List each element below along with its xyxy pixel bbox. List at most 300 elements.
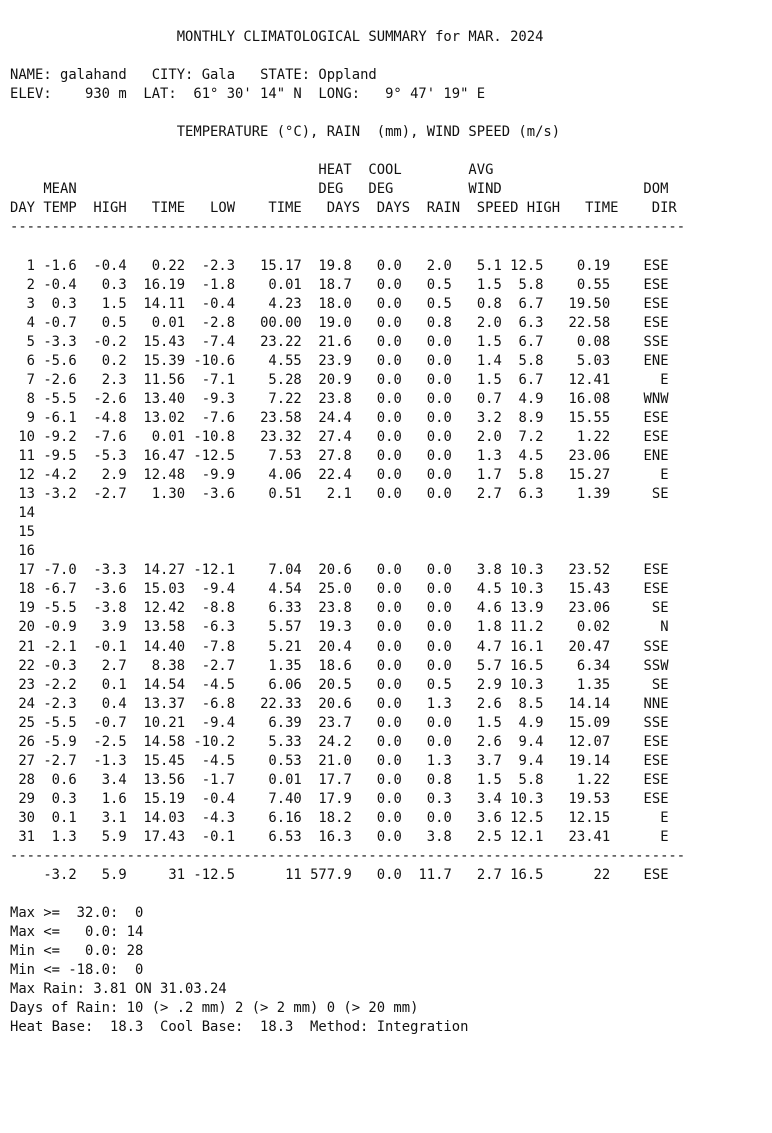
table-cell: 13.9	[501, 600, 544, 617]
table-cell	[452, 505, 502, 521]
table-cell: 15.45	[126, 752, 186, 769]
table-cell: 0.01	[235, 771, 302, 788]
table-cell: 0.0	[401, 581, 452, 598]
table-cell: 0.0	[351, 257, 402, 274]
table-cell: 0.0	[351, 333, 402, 350]
table-cell: 5.9	[76, 828, 127, 845]
table-cell: 23.9	[301, 352, 352, 369]
table-cell: 0.5	[401, 295, 452, 312]
table-cell: 0.01	[126, 314, 186, 331]
table-cell: 2.7	[451, 486, 502, 503]
table-cell	[35, 524, 77, 540]
table-cell	[302, 524, 352, 540]
table-cell	[127, 524, 185, 540]
table-row	[10, 733, 685, 752]
table-cell: 0.0	[351, 352, 402, 369]
table-cell: 0.51	[235, 486, 302, 503]
table-cell: 10.3	[501, 581, 544, 598]
table-cell: 19.14	[543, 752, 611, 769]
table-cell: ESE	[610, 790, 669, 807]
table-cell: 27.4	[301, 428, 352, 445]
column-header-top: HEAT COOL AVG	[10, 162, 494, 179]
table-cell: 0.0	[401, 638, 452, 655]
table-row	[10, 638, 685, 657]
table-cell: 12.1	[501, 828, 544, 845]
table-cell: 0.0	[351, 486, 402, 503]
day-number: 19	[10, 600, 36, 617]
table-cell: 23.22	[235, 333, 302, 350]
table-cell: 6.3	[501, 314, 544, 331]
footer-line	[10, 923, 685, 942]
summary-divider: ---------------------------------------------------------------------------------	[10, 848, 686, 865]
table-cell: 19.53	[543, 790, 611, 807]
table-cell: -9.4	[185, 581, 236, 598]
table-cell: -0.1	[185, 828, 236, 845]
table-cell: 0.0	[351, 295, 402, 312]
table-cell	[302, 505, 352, 521]
table-cell: 8.5	[501, 695, 544, 712]
table-cell: 6.7	[501, 295, 544, 312]
table-cell: -2.6	[76, 390, 127, 407]
table-cell: 19.8	[301, 257, 352, 274]
table-cell: 20.6	[301, 562, 352, 579]
table-cell: SSW	[610, 657, 669, 674]
table-cell: 5.8	[501, 352, 544, 369]
table-cell: SE	[610, 676, 669, 693]
table-cell: -9.5	[35, 448, 77, 465]
table-cell: 2.0	[401, 257, 452, 274]
table-cell: 4.7	[451, 638, 502, 655]
day-number: 17	[10, 562, 36, 579]
table-cell: 1.22	[543, 771, 611, 788]
table-cell: -1.8	[185, 276, 236, 293]
table-cell: -0.7	[35, 314, 77, 331]
table-cell: -6.8	[185, 695, 236, 712]
table-cell: 10.3	[501, 676, 544, 693]
table-cell: ESE	[610, 733, 669, 750]
table-cell: -2.7	[185, 657, 236, 674]
table-cell: -2.1	[35, 638, 77, 655]
table-cell: 15.19	[126, 790, 186, 807]
table-cell: 23.06	[543, 448, 611, 465]
table-cell	[402, 505, 452, 521]
summary-cell: ESE	[610, 867, 669, 884]
table-cell: 23.8	[301, 600, 352, 617]
table-cell: 1.5	[451, 276, 502, 293]
table-cell: 3.2	[451, 409, 502, 426]
table-cell: 23.7	[301, 714, 352, 731]
table-cell: 6.3	[501, 486, 544, 503]
table-cell: 14.27	[126, 562, 186, 579]
table-cell	[185, 524, 235, 540]
table-cell: -9.4	[185, 714, 236, 731]
summary-cell: 11	[235, 867, 302, 884]
table-cell: 24.4	[301, 409, 352, 426]
table-row	[10, 542, 685, 561]
table-cell: 6.33	[235, 600, 302, 617]
table-cell: -4.8	[76, 409, 127, 426]
table-cell: 25.0	[301, 581, 352, 598]
table-cell: 0.3	[35, 295, 77, 312]
table-cell: 0.0	[351, 600, 402, 617]
table-cell: -0.3	[35, 657, 77, 674]
table-cell: 22.4	[301, 467, 352, 484]
table-cell: 4.6	[451, 600, 502, 617]
table-row	[10, 466, 685, 485]
table-cell: 16.5	[501, 657, 544, 674]
table-cell: 3.9	[76, 619, 127, 636]
footer-line	[10, 961, 685, 980]
table-row	[10, 333, 685, 352]
station-name: galahand	[60, 67, 127, 84]
table-cell: 12.42	[126, 600, 186, 617]
day-number: 3	[10, 295, 36, 312]
table-row	[10, 352, 685, 371]
table-cell: 7.40	[235, 790, 302, 807]
footer-text: Max <= 0.0: 14	[10, 924, 144, 941]
table-cell: 12.07	[543, 733, 611, 750]
table-cell: 16.3	[301, 828, 352, 845]
table-cell: 0.0	[351, 467, 402, 484]
table-cell: -9.2	[35, 428, 77, 445]
table-cell: 2.0	[451, 428, 502, 445]
table-cell: 15.43	[543, 581, 611, 598]
table-cell: 23.41	[543, 828, 611, 845]
table-cell: 2.9	[76, 467, 127, 484]
table-cell: 7.2	[501, 428, 544, 445]
day-number: 9	[10, 409, 36, 426]
day-number: 5	[10, 333, 36, 350]
table-cell: ENE	[610, 448, 669, 465]
day-number: 21	[10, 638, 36, 655]
table-cell: 19.0	[301, 314, 352, 331]
table-cell: 22.58	[543, 314, 611, 331]
table-cell: -3.2	[35, 486, 77, 503]
table-cell	[352, 543, 402, 559]
table-row	[10, 657, 685, 676]
table-cell: -0.4	[35, 276, 77, 293]
table-cell: 4.5	[501, 448, 544, 465]
table-cell: 7.53	[235, 448, 302, 465]
table-cell: 4.9	[501, 714, 544, 731]
day-number: 2	[10, 276, 36, 293]
table-row	[10, 371, 685, 390]
table-cell: -5.3	[76, 448, 127, 465]
table-cell: -5.5	[35, 600, 77, 617]
table-cell	[235, 524, 302, 540]
table-cell: -5.5	[35, 714, 77, 731]
table-cell: 0.0	[401, 486, 452, 503]
table-cell: 0.0	[351, 562, 402, 579]
table-cell: 23.8	[301, 390, 352, 407]
table-cell: 23.52	[543, 562, 611, 579]
footer-text: Max >= 32.0: 0	[10, 905, 144, 922]
table-cell: SSE	[610, 714, 669, 731]
summary-cell	[10, 867, 35, 883]
table-cell: 0.3	[76, 276, 127, 293]
table-cell: 0.0	[351, 733, 402, 750]
table-cell: 0.0	[351, 790, 402, 807]
table-cell: 0.0	[351, 371, 402, 388]
table-cell: 0.55	[543, 276, 611, 293]
summary-cell: 16.5	[501, 867, 544, 884]
footer-line	[10, 1018, 685, 1037]
table-cell: 15.39	[126, 352, 186, 369]
table-row	[10, 580, 685, 599]
table-cell: 0.8	[401, 314, 452, 331]
table-cell: 13.40	[126, 390, 186, 407]
table-cell: ESE	[610, 771, 669, 788]
table-cell: 3.6	[451, 809, 502, 826]
table-cell: ESE	[610, 276, 669, 293]
day-number: 29	[10, 790, 36, 807]
table-cell: 0.0	[401, 352, 452, 369]
table-cell	[544, 524, 611, 540]
table-cell: 1.3	[451, 448, 502, 465]
table-cell: 0.0	[351, 619, 402, 636]
table-cell: 0.0	[351, 828, 402, 845]
table-cell: ESE	[610, 314, 669, 331]
table-cell: -7.1	[185, 371, 236, 388]
table-cell	[352, 505, 402, 521]
table-cell: -9.9	[185, 467, 236, 484]
table-cell: -0.4	[76, 257, 127, 274]
table-cell: 2.5	[451, 828, 502, 845]
table-cell: 0.0	[401, 600, 452, 617]
table-cell: -2.7	[76, 486, 127, 503]
table-cell: 4.5	[451, 581, 502, 598]
table-cell: 15.03	[126, 581, 186, 598]
table-cell: 23.58	[235, 409, 302, 426]
table-cell: -4.3	[185, 809, 236, 826]
day-number: 20	[10, 619, 36, 636]
table-cell: E	[610, 467, 669, 484]
table-cell: -2.8	[185, 314, 236, 331]
table-cell: 13.02	[126, 409, 186, 426]
table-cell: 1.5	[451, 371, 502, 388]
table-cell: ESE	[610, 409, 669, 426]
table-cell: 5.7	[451, 657, 502, 674]
table-row	[10, 409, 685, 428]
table-cell: 10.3	[501, 790, 544, 807]
table-cell: 14.14	[543, 695, 611, 712]
table-cell: 5.8	[501, 771, 544, 788]
table-cell: 15.27	[543, 467, 611, 484]
table-cell: 0.1	[76, 676, 127, 693]
table-cell: 0.0	[351, 428, 402, 445]
table-cell: 0.0	[351, 638, 402, 655]
table-row	[10, 618, 685, 637]
station-city: Gala	[201, 67, 236, 84]
table-cell: 0.0	[401, 467, 452, 484]
table-cell: 19.3	[301, 619, 352, 636]
report-title-text: MONTHLY CLIMATOLOGICAL SUMMARY for MAR. 2024	[176, 29, 544, 45]
day-number: 27	[10, 752, 36, 769]
day-number: 6	[10, 352, 36, 369]
table-cell: 18.7	[301, 276, 352, 293]
summary-cell: 577.9	[301, 867, 352, 884]
table-cell: 0.0	[401, 619, 452, 636]
table-cell: ESE	[610, 752, 669, 769]
table-cell: 2.7	[76, 657, 127, 674]
table-cell: 1.5	[451, 333, 502, 350]
table-cell	[452, 543, 502, 559]
table-cell: 14.54	[126, 676, 186, 693]
table-row	[10, 276, 685, 295]
table-cell: 6.53	[235, 828, 302, 845]
table-cell: 0.0	[401, 371, 452, 388]
blank-line	[10, 238, 685, 257]
table-cell: 0.01	[235, 276, 302, 293]
table-cell: 3.8	[451, 562, 502, 579]
table-cell: -3.3	[76, 562, 127, 579]
table-cell: -2.6	[35, 371, 77, 388]
table-cell: -3.3	[35, 333, 77, 350]
report-title	[10, 28, 685, 47]
table-cell: 0.2	[76, 352, 127, 369]
table-cell: 0.19	[543, 257, 611, 274]
table-row	[10, 314, 685, 333]
table-cell: 23.06	[543, 600, 611, 617]
table-cell: 3.1	[76, 809, 127, 826]
table-cell: 0.0	[351, 448, 402, 465]
table-cell: -0.9	[35, 619, 77, 636]
table-cell: 14.40	[126, 638, 186, 655]
table-row	[10, 447, 685, 466]
day-number: 31	[10, 828, 36, 845]
table-cell: 12.41	[543, 371, 611, 388]
table-cell: 12.5	[501, 809, 544, 826]
table-cell: 5.03	[543, 352, 611, 369]
table-cell: -5.5	[35, 390, 77, 407]
table-cell: 13.56	[126, 771, 186, 788]
day-number: 8	[10, 390, 36, 407]
table-cell: 5.57	[235, 619, 302, 636]
summary-cell: -12.5	[185, 867, 236, 884]
table-cell: 0.3	[401, 790, 452, 807]
table-cell: 6.06	[235, 676, 302, 693]
table-cell: 16.1	[501, 638, 544, 655]
table-cell: 20.9	[301, 371, 352, 388]
table-cell	[127, 505, 185, 521]
table-cell: 18.6	[301, 657, 352, 674]
table-cell: 0.0	[351, 771, 402, 788]
table-cell: 14.03	[126, 809, 186, 826]
table-cell: -10.2	[185, 733, 236, 750]
header-divider: ---------------------------------------------------------------------------------	[10, 219, 686, 236]
table-cell: -2.3	[185, 257, 236, 274]
table-cell: 11.56	[126, 371, 186, 388]
table-row	[10, 790, 685, 809]
table-row	[10, 695, 685, 714]
table-cell: 14.58	[126, 733, 186, 750]
table-cell: 15.55	[543, 409, 611, 426]
day-number: 23	[10, 676, 36, 693]
table-cell: 15.43	[126, 333, 186, 350]
table-cell: 0.0	[351, 409, 402, 426]
table-cell: 0.0	[351, 676, 402, 693]
day-number: 30	[10, 809, 36, 826]
table-cell: -9.3	[185, 390, 236, 407]
table-cell	[185, 505, 235, 521]
climate-report	[10, 28, 685, 1037]
table-cell: 1.5	[451, 771, 502, 788]
table-cell: 6.39	[235, 714, 302, 731]
table-cell: 23.32	[235, 428, 302, 445]
table-cell: 20.4	[301, 638, 352, 655]
table-cell: 14.11	[126, 295, 186, 312]
table-cell: 0.0	[401, 714, 452, 731]
table-cell: 16.08	[543, 390, 611, 407]
table-cell: 4.23	[235, 295, 302, 312]
table-cell: -0.1	[76, 638, 127, 655]
table-cell: 2.1	[301, 486, 352, 503]
table-cell: 0.0	[401, 390, 452, 407]
column-header-row-3	[10, 199, 685, 218]
table-cell: 0.7	[451, 390, 502, 407]
table-cell: 2.3	[76, 371, 127, 388]
table-cell: SE	[610, 486, 669, 503]
table-cell: 0.4	[76, 695, 127, 712]
table-row	[10, 676, 685, 695]
table-cell: E	[610, 371, 669, 388]
table-cell: 1.35	[543, 676, 611, 693]
table-cell: 2.6	[451, 733, 502, 750]
table-cell: 9.4	[501, 733, 544, 750]
table-cell: 0.5	[401, 676, 452, 693]
table-cell: 1.3	[401, 695, 452, 712]
footer-text: Min <= -18.0: 0	[10, 962, 144, 979]
table-cell: -0.2	[76, 333, 127, 350]
table-cell: WNW	[610, 390, 669, 407]
table-cell: 4.55	[235, 352, 302, 369]
table-cell: -2.5	[76, 733, 127, 750]
station-line-2: ELEV: 930 m LAT: 61° 30' 14" N LONG: 9° 47' 19" E	[10, 86, 486, 103]
table-cell: 5.8	[501, 276, 544, 293]
table-cell	[77, 524, 127, 540]
column-header-row-1	[10, 161, 685, 180]
table-row	[10, 752, 685, 771]
table-cell	[402, 543, 452, 559]
table-cell: -8.8	[185, 600, 236, 617]
day-number: 11	[10, 448, 36, 465]
table-cell	[35, 505, 77, 521]
table-cell: 4.06	[235, 467, 302, 484]
table-row	[10, 390, 685, 409]
table-cell: -4.5	[185, 676, 236, 693]
table-cell: 12.15	[543, 809, 611, 826]
column-header-bottom: DAY TEMP HIGH TIME LOW TIME DAYS DAYS RAIN SPEED HIGH TIME DIR	[10, 200, 677, 217]
table-cell: 5.28	[235, 371, 302, 388]
table-cell: 5.8	[501, 467, 544, 484]
table-cell: -0.7	[76, 714, 127, 731]
table-row	[10, 714, 685, 733]
table-cell: 0.0	[351, 276, 402, 293]
table-cell: ESE	[610, 257, 669, 274]
table-row	[10, 828, 685, 847]
table-cell: 0.0	[351, 714, 402, 731]
table-cell: 0.0	[401, 809, 452, 826]
table-cell: 0.01	[126, 428, 186, 445]
table-cell: 1.35	[235, 657, 302, 674]
table-cell: 0.0	[401, 448, 452, 465]
table-cell: 1.4	[451, 352, 502, 369]
column-header-mid: MEAN DEG DEG WIND DOM	[10, 181, 669, 198]
table-cell: 0.5	[76, 314, 127, 331]
table-cell: -2.2	[35, 676, 77, 693]
blank-line	[10, 885, 685, 904]
table-cell: 15.09	[543, 714, 611, 731]
